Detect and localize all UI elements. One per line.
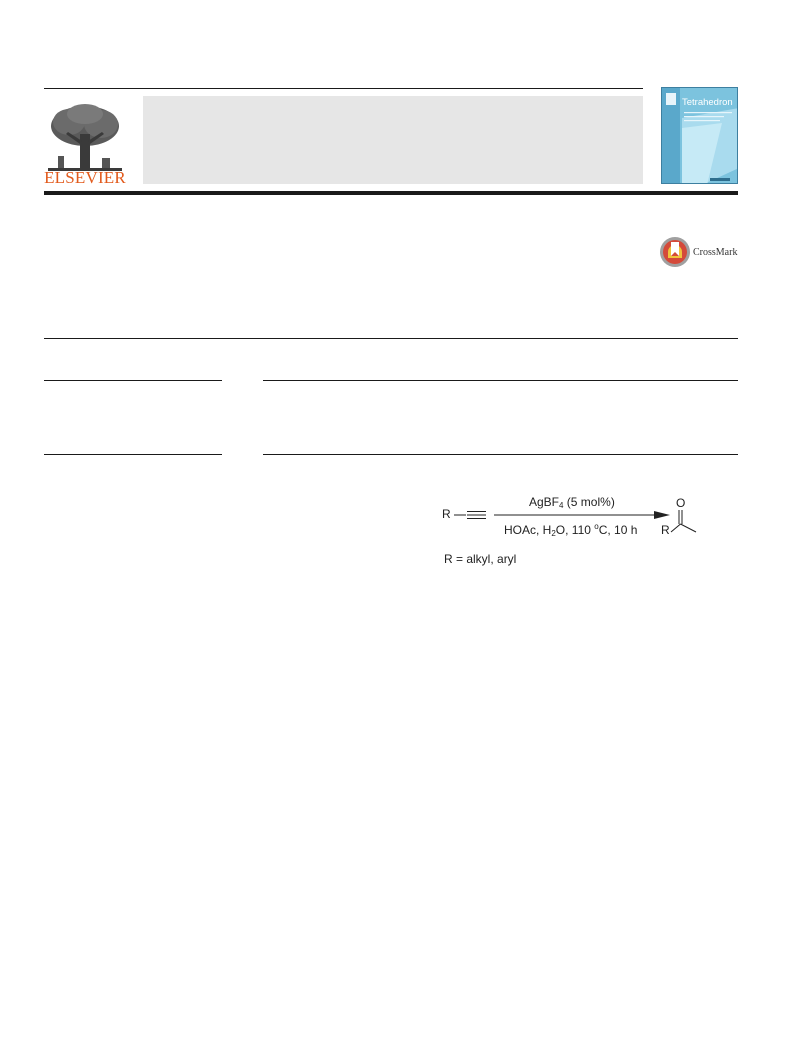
- journal-cover-image: [661, 87, 738, 184]
- abstract-rule-top: [263, 380, 738, 381]
- publisher-wordmark: ELSEVIER: [44, 168, 126, 187]
- reaction-arrow: [494, 509, 674, 521]
- conditions-label: HOAc, $H_2O$, 110 $^o$C, 10 h: [504, 522, 638, 538]
- product-oxygen-label: O: [676, 496, 686, 510]
- article-info-rule-bottom: [44, 454, 222, 455]
- journal-cover-title: Tetrahedron: [682, 97, 733, 108]
- r-definition: R = alkyl, aryl: [444, 552, 517, 566]
- abstract-rule-bottom: [263, 454, 738, 455]
- journal-banner: [143, 96, 643, 184]
- ketone-skeleton: [668, 510, 728, 540]
- article-rule-full: [44, 338, 738, 339]
- header-top-rule: [44, 88, 643, 89]
- reagent-label: AgBF$_4$ (5 mol%): [529, 495, 615, 510]
- crossmark-label: CrossMark: [693, 247, 738, 258]
- product-r-label: R: [661, 523, 670, 537]
- header-bottom-rule: [44, 191, 738, 195]
- reaction-scheme: [436, 490, 736, 580]
- substrate-r-label: R: [442, 507, 451, 521]
- article-info-rule-top: [44, 380, 222, 381]
